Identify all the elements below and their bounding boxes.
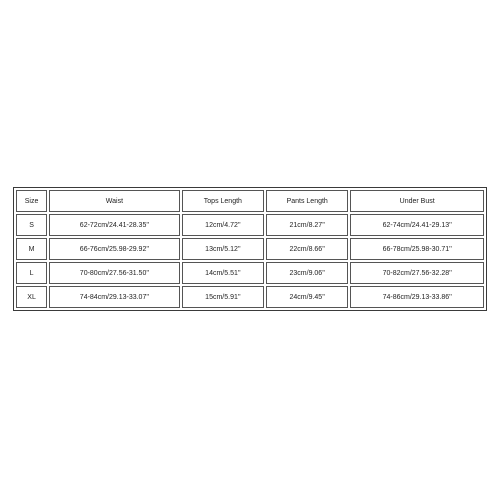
size-cell: XL xyxy=(16,286,47,308)
table-row xyxy=(16,214,484,236)
tops-length-cell: 15cm/5.91'' xyxy=(182,286,264,308)
pants-length-cell: 23cm/9.06'' xyxy=(266,262,348,284)
pants-length-cell: 21cm/8.27'' xyxy=(266,214,348,236)
table-header-row xyxy=(16,190,484,212)
header-pants-length: Pants Length xyxy=(266,190,348,212)
header-size: Size xyxy=(16,190,47,212)
tops-length-cell: 12cm/4.72'' xyxy=(182,214,264,236)
size-cell: S xyxy=(16,214,47,236)
header-tops-length: Tops Length xyxy=(182,190,264,212)
table-row xyxy=(16,262,484,284)
waist-cell: 62-72cm/24.41-28.35'' xyxy=(49,214,180,236)
waist-cell: 74-84cm/29.13-33.07'' xyxy=(49,286,180,308)
header-under-bust: Under Bust xyxy=(350,190,484,212)
under-bust-cell: 70-82cm/27.56-32.28'' xyxy=(350,262,484,284)
size-cell: M xyxy=(16,238,47,260)
waist-cell: 66-76cm/25.98-29.92'' xyxy=(49,238,180,260)
table-row xyxy=(16,238,484,260)
pants-length-cell: 24cm/9.45'' xyxy=(266,286,348,308)
header-waist: Waist xyxy=(49,190,180,212)
tops-length-cell: 13cm/5.12'' xyxy=(182,238,264,260)
tops-length-cell: 14cm/5.51'' xyxy=(182,262,264,284)
under-bust-cell: 74-86cm/29.13-33.86'' xyxy=(350,286,484,308)
pants-length-cell: 22cm/8.66'' xyxy=(266,238,348,260)
table-row xyxy=(16,286,484,308)
under-bust-cell: 62-74cm/24.41-29.13'' xyxy=(350,214,484,236)
under-bust-cell: 66-78cm/25.98-30.71'' xyxy=(350,238,484,260)
waist-cell: 70-80cm/27.56-31.50'' xyxy=(49,262,180,284)
size-chart-table xyxy=(13,187,487,311)
size-cell: L xyxy=(16,262,47,284)
